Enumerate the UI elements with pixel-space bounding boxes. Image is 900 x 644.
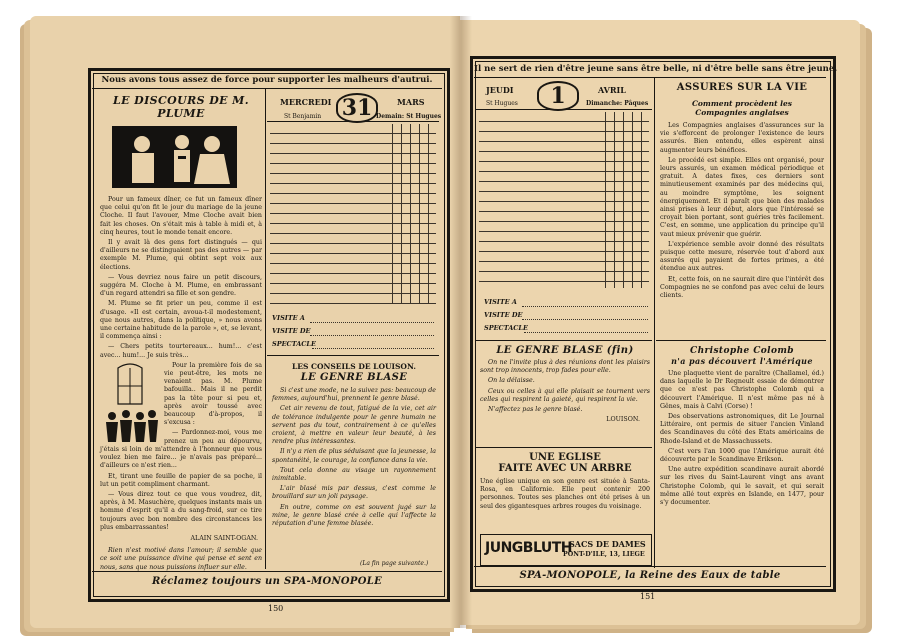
right-banner-rule <box>474 77 826 78</box>
right-agenda-columns <box>605 112 650 288</box>
jungbluth-ad <box>480 534 652 566</box>
ad-line-1: SACS DE DAMES <box>569 539 646 549</box>
left-banner-rule <box>92 88 442 89</box>
right-bottom-banner: SPA-MONOPOLE, la Reine des Eaux de table <box>519 570 781 581</box>
colomb-subtitle: n'a pas découvert l'Amérique <box>671 356 813 366</box>
assurances-p4: Et, cette fois, on ne saurait dire que l'intérêt des Compagnies ne se confond pas avec celui de leurs clients. <box>660 275 824 300</box>
eglise-title-2: FAITE AVEC UN ARBRE <box>498 463 632 474</box>
right-bottom-rule <box>474 566 826 567</box>
book-gutter <box>450 16 472 628</box>
genre-fin-p1: On ne l'invite plus à des réunions dont les plaisirs sont trop innocents, trop fades pour elle. <box>480 359 650 375</box>
genre-fin-p4: N'affectez pas le genre blasé. <box>488 406 583 414</box>
discours-p4: M. Plume se fit prier un peu, comme il est d'usage. «Il est certain, avoua-t-il modestement, que nous autres, dans la politique, » nous avons une certaine habitude de la parole », et, se levant, il commença ainsi : <box>100 300 262 341</box>
ad-brand: JUNGBLUTH <box>485 540 573 556</box>
assurances-text <box>660 122 824 300</box>
left-bottom-rule <box>92 571 442 572</box>
left-calendar-rule <box>267 121 439 122</box>
eglise-title-1: UNE EGLISE <box>529 452 601 463</box>
right-page-number: 151 <box>640 592 656 601</box>
right-visite-de: VISITE DE <box>484 311 523 319</box>
left-visite-a: VISITE A <box>272 314 305 322</box>
genre-fin-p3: Ceux ou celles à qui elle plaisait se tournent vers celles qui respirent la gaieté, qui respirent la vie. <box>480 387 650 403</box>
discours-footer-note: Rien n'est motivé dans l'amour; il semble que ce soit une puissance divine qui pense et sent en nous, sans que nous puissions influer sur elle. <box>100 547 262 571</box>
discours-p7: — Pardonnez-moi, vous me prenez un peu au dépourvu, j'étais si loin de m'attendre à l'honneur que vous voulez bien me faire... je n'avais pas préparé... d'ailleurs ce n'est rien... <box>100 429 262 470</box>
right-day-number: 1 <box>537 81 579 111</box>
eglise-text: Une église unique en son genre est située à Santa-Rosa, en Californie. Elle peut contenir 200 personnes. Toutes ses planches ont été prises à un seul des gigantesques arbres rouges du voisinage. <box>480 478 650 510</box>
left-saint: St Benjamin <box>284 113 322 120</box>
louison-p5: L'air blasé mis par dessus, c'est comme le brouillard sur un joli paysage. <box>272 485 436 501</box>
right-spectacle: SPECTACLE <box>484 324 528 332</box>
colomb-text <box>660 370 824 507</box>
eglise-article <box>480 452 650 532</box>
left-spectacle: SPECTACLE <box>272 340 316 348</box>
louison-p6: En outre, comme on est souvent jugé sur la mine, le genre blasé crée à celle qui l'affecte la réputation d'une femme blasée. <box>272 503 436 528</box>
left-month: MARS <box>397 97 425 107</box>
discours-text <box>100 196 262 572</box>
discours-title: LE DISCOURS DE M. PLUME <box>113 94 249 120</box>
right-visite-a-line <box>522 306 648 307</box>
right-calendar-rule <box>476 109 652 110</box>
left-visite-de: VISITE DE <box>272 327 311 335</box>
genre-blase-fin <box>480 345 650 445</box>
assurances-article <box>660 82 824 334</box>
colomb-p2: Des observations astronomiques, dit Le Journal Littéraire, ont permis de situer l'ancien Vinland des Scandinaves du côté des Etats américains de Rhode-Island et de Massachussets. <box>660 413 824 445</box>
assurances-p3: L'expérience semble avoir donné des résultats puisque cette mesure, réservée tout d'abord aux assurés qui payaient de fortes primes, a été étendue aux autres. <box>660 240 824 273</box>
left-column-divider <box>265 89 266 569</box>
assurances-title: ASSURES SUR LA VIE <box>676 82 808 93</box>
louison-p4: Tout cela donne au visage un rayonnement inimitable. <box>272 466 436 483</box>
colomb-article <box>660 346 824 564</box>
louison-title: LE GENRE BLASE <box>300 372 408 383</box>
colomb-p1: Une plaquette vient de paraître (Challamel, éd.) dans laquelle le Dr Regneult essaie de démontrer que ce n'est pas Christophe Colomb qui a découvert l'Amérique. Il n'est même pas né à Gênes, mais à Calvi (Corse) ! <box>660 370 824 410</box>
colomb-p4: Une autre expédition scandinave aurait abordé sur les rives du Saint-Laurent vingt ans avant Christophe Colomb, qui le savait, et qui serait même allé tout exprès en Islande, en 1477, pour s'y documenter. <box>660 466 824 507</box>
church-illustration <box>100 364 160 444</box>
discours-p1: Pour un fameux dîner, ce fut un fameux dîner que celui qu'on fit le jour du mariage de la jeune Cloche. Il faut l'avouer, Mme Cloche avait bien fait les choses. On s'était mis à table à midi et, à cinq heures, tout le monde tenait encore. <box>100 196 262 236</box>
assurances-rule <box>656 340 826 341</box>
right-spectacle-line <box>524 332 648 333</box>
genre-fin-p2: On la délaisse. <box>488 377 535 385</box>
genre-fin-author: LOUISON. <box>606 416 640 424</box>
right-weekday: JEUDI <box>486 85 514 95</box>
genre-fin-rule <box>476 447 652 448</box>
left-visite-de-line <box>310 335 434 336</box>
louison-p2: Cet air revenu de tout, fatigué de la vie, cet air de tolérance indulgente pour le genre humain ne servent pas du tout, contrairement à ce qu'elles croient, à mettre en valeur leur beauté, à les rendre plus intéressantes. <box>272 405 436 446</box>
louison-continued: (La fin page suivante.) <box>360 560 429 567</box>
wedding-illustration <box>112 126 237 188</box>
assurances-p1: Les Compagnies anglaises d'assurances sur la vie s'efforcent de prolonger l'existence de leurs assurés. Bien entendu, elles espèrent ainsi augmenter leurs bénéfices. <box>660 122 824 154</box>
church-window-drawing <box>100 364 160 444</box>
right-month: AVRIL <box>598 85 626 95</box>
discours-p2: Il y avait là des gens fort distingués — qui d'ailleurs ne se distinguaient pas des autres — par exemple M. Plume, qui obtint sept voix aux élections. <box>100 239 262 271</box>
discours-p5: — Chers petits tourtereaux... hum!... c'est avec... hum!... Je suis très... <box>100 343 262 359</box>
discours-p9: — Vous direz tout ce que vous voudrez, dit, après, à M. Masuchère, quelques instants mais un homme d'esprit qu'il a du sang-froid, sur ce tire toujours avec bon nombre des circonstances les plus embarrassantes! <box>100 490 262 531</box>
right-visite-de-line <box>522 319 648 320</box>
right-calendar-bottom-rule <box>476 340 652 341</box>
left-tomorrow: Demain: St Hugues <box>376 113 442 120</box>
genre-fin-text <box>480 359 650 414</box>
discours-article <box>100 92 262 571</box>
louison-kicker: LES CONSEILS DE LOUISON. <box>292 362 416 371</box>
right-saint: St Hugues <box>486 100 518 107</box>
wedding-guests-drawing <box>112 126 237 188</box>
louison-text <box>272 387 436 528</box>
genre-fin-title: LE GENRE BLASE (fin) <box>496 345 634 356</box>
right-top-banner: Il ne sert de rien d'être jeune sans être belle, ni d'être belle sans être jeune. <box>474 64 838 74</box>
left-page-number: 150 <box>268 604 284 613</box>
louison-p1: Si c'est une mode, ne la suivez pas: beaucoup de femmes, aujourd'hui, prennent le genre blasé. <box>272 387 436 403</box>
ad-line-2: PONT-D'ILE, 13, LIEGE <box>563 551 645 558</box>
left-visite-a-line <box>310 322 434 323</box>
left-bottom-banner: Réclamez toujours un SPA-MONOPOLE <box>151 576 382 587</box>
left-day-number: 31 <box>336 93 378 123</box>
louison-article <box>272 362 436 572</box>
discours-p8: Et, tirant une feuille de papier de sa poche, il lut un petit compliment charmant. <box>100 472 262 488</box>
assurances-subtitle: Comment procèdent les Compagnies anglaises <box>691 99 793 117</box>
assurances-p2: Le procédé est simple. Elles ont organisé, pour leurs assurés, un examen médical périodique et gratuit. A dates fixes, ces derniers sont minutieusement examinés par des médecins qui, au moindre symptôme, les soignent énergiquement. Et il paraît que bien des malades ainsi prises à leur début, alors que l'intéressé se croyait bien portant, sont guéries très facilement. C'est, en somme, une application du principe qu'il vaut mieux prévenir que guérir. <box>660 156 824 238</box>
left-top-banner: Nous avons tous assez de force pour supporter les malheurs d'autrui. <box>101 75 433 85</box>
left-spectacle-line <box>312 348 434 349</box>
right-column-divider <box>654 78 655 568</box>
right-tomorrow: Dimanche: Pâques <box>586 100 649 107</box>
left-calendar-bottom-rule <box>267 355 439 356</box>
colomb-p3: C'est vers l'an 1000 que l'Amérique aurait été découverte par le Scandinave Erikson. <box>660 447 824 464</box>
discours-author: ALAIN SAINT-OGAN. <box>190 534 258 542</box>
discours-p6: Pour la première fois de sa vie peut-être, les mots ne venaient pas. M. Plume bafouilla.. Mais il ne perdit pas la tête pour si peu et, après avoir toussé avec beaucoup d'à-propos, il s'excusa : <box>164 361 262 427</box>
left-weekday: MERCREDI <box>280 97 332 107</box>
right-visite-a: VISITE A <box>484 298 517 306</box>
louison-p3: Il n'y a rien de plus séduisant que la jeunesse, la spontanéité, le courage, la confiance dans la vie. <box>272 448 436 464</box>
left-agenda-columns <box>392 124 437 304</box>
discours-p3: — Vous devriez nous faire un petit discours, suggéra M. Cloche à M. Plume, en embrassant d'un regard attendri sa fille et son gendre. <box>100 273 262 298</box>
colomb-title: Christophe Colomb <box>690 346 794 356</box>
